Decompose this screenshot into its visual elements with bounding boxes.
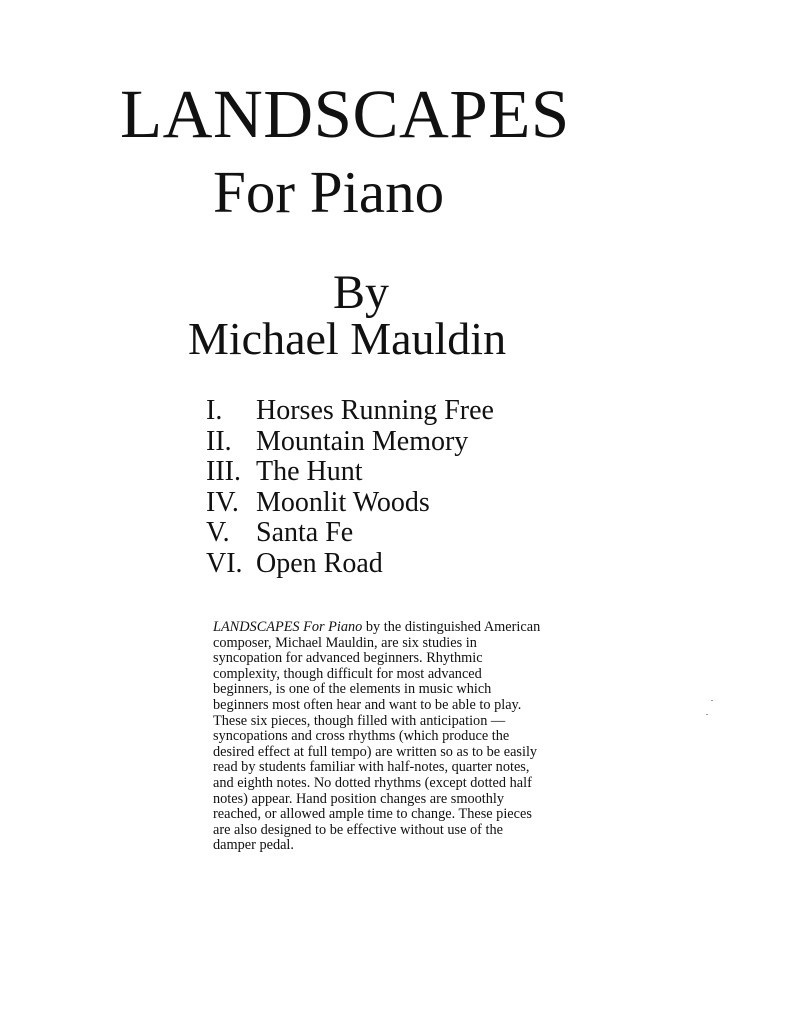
description-block bbox=[213, 620, 543, 854]
scan-speck bbox=[706, 714, 708, 715]
description-paragraph bbox=[213, 620, 543, 714]
movement-title: Moonlit Woods bbox=[256, 486, 430, 518]
movement-title: Santa Fe bbox=[256, 517, 354, 548]
movement-numeral: III. bbox=[206, 456, 241, 487]
movement-title: Open Road bbox=[256, 547, 383, 579]
scan-speck bbox=[711, 700, 713, 701]
movement-title: Horses Running Free bbox=[256, 395, 494, 426]
page-subtitle: For Piano bbox=[213, 159, 445, 225]
movement-item bbox=[206, 488, 494, 519]
movement-item bbox=[206, 549, 494, 580]
movement-numeral: I. bbox=[206, 395, 223, 426]
description-text: by the distinguished American composer, Michael Mauldin, are six studies in syncopation for advanced beginners. Rhythmic complexity, though difficult for most advanced beginners, is one of the elements in music which beginners most often hear and want to be able to play. bbox=[213, 619, 541, 713]
movement-item bbox=[206, 427, 494, 458]
movement-numeral: II. bbox=[206, 425, 232, 457]
movement-title: The Hunt bbox=[256, 456, 363, 487]
movement-item bbox=[206, 518, 494, 549]
movement-item bbox=[206, 396, 494, 427]
by-line: By bbox=[333, 266, 390, 319]
movement-title: Mountain Memory bbox=[256, 425, 469, 457]
page-title: LANDSCAPES bbox=[120, 76, 570, 152]
movement-item bbox=[206, 457, 494, 488]
description-italic-lead: LANDSCAPES For Piano bbox=[213, 619, 363, 635]
movement-numeral: IV. bbox=[206, 486, 239, 518]
movement-list bbox=[206, 396, 494, 579]
description-paragraph: These six pieces, though filled with anticipation — syncopations and cross rhythms (which produce the desired effect at full tempo) are written so as to be easily read by students familiar with half-notes, quarter notes, and eighth notes. No dotted rhythms (except dotted half notes) appear. Hand position changes are smoothly reached, or allowed ample time to change. These pieces are also designed to be effective without use of the damper pedal. bbox=[213, 712, 538, 854]
author-name: Michael Mauldin bbox=[188, 313, 507, 364]
movement-numeral: VI. bbox=[206, 547, 243, 579]
movement-numeral: V. bbox=[206, 517, 230, 548]
